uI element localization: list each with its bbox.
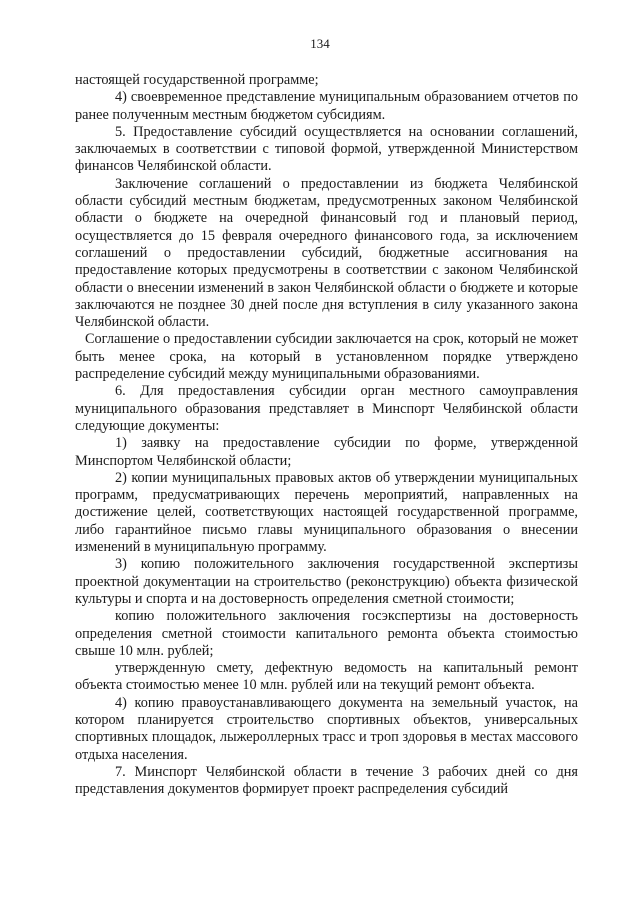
paragraph: 4) своевременное представление муниципальным образованием отчетов по ранее полученным местным бюджетом субсидиям. [75, 89, 578, 123]
paragraph: 7. Минспорт Челябинской области в течение 3 рабочих дней со дня представления документов формирует проект распределения субсидий [75, 763, 578, 798]
paragraph: 5. Предоставление субсидий осуществляется на основании соглашений, заключаемых в соответствии с типовой формой, утвержденной Министерством финансов Челябинской области. [75, 123, 578, 175]
paragraph: копию положительного заключения госэкспертизы на достоверность определения сметной стоимости капитального ремонта объекта стоимостью свыше 10 млн. рублей; [75, 608, 578, 659]
page-number: 134 [310, 36, 330, 51]
paragraph: Заключение соглашений о предоставлении из бюджета Челябинской области субсидий местным бюджетам, предусмотренных законом Челябинской области о бюджете на очередной финансовый год и плановый период, осуществляется до 15 февраля очередного финансового года, за исключением соглашений о предоставлении субсидий, бюджетные ассигнования на предоставление которых предусмотрены в соответствии с законом Челябинской области о внесении изменений в закон Челябинской области о бюджете и которые заключаются не позднее 30 дней после дня вступления в силу указанного закона Челябинской области. [75, 175, 578, 331]
paragraph: Соглашение о предоставлении субсидии заключается на срок, который не может быть менее срока, на который в установленном порядке утверждено распределение субсидий между муниципальными образованиями. [75, 331, 578, 383]
paragraph: утвержденную смету, дефектную ведомость на капитальный ремонт объекта стоимостью менее 10 млн. рублей или на текущий ремонт объекта. [75, 660, 578, 694]
paragraph: 2) копии муниципальных правовых актов об утверждении муниципальных программ, предусматривающих перечень мероприятий, направленных на достижение целей, соответствующих настоящей государственной программе, либо гарантийное письмо главы муниципального образования о внесении изменений в муниципальную программу. [75, 469, 578, 556]
document-body [75, 72, 578, 798]
paragraph: настоящей государственной программе; [75, 72, 319, 88]
paragraph: 6. Для предоставления субсидии орган местного самоуправления муниципального образования представляет в Минспорт Челябинской области следующие документы: [75, 383, 578, 434]
paragraph: 4) копию правоустанавливающего документа на земельный участок, на котором планируется строительство спортивных объектов, универсальных спортивных площадок, лыжероллерных трасс и троп здоровья в местах массового отдыха населения. [75, 694, 578, 763]
paragraph: 3) копию положительного заключения государственной экспертизы проектной документации на строительство (реконструкцию) объекта физической культуры и спорта и на достоверность определения сметной стоимости; [75, 556, 578, 607]
paragraph: 1) заявку на предоставление субсидии по форме, утвержденной Минспортом Челябинской области; [75, 435, 578, 469]
